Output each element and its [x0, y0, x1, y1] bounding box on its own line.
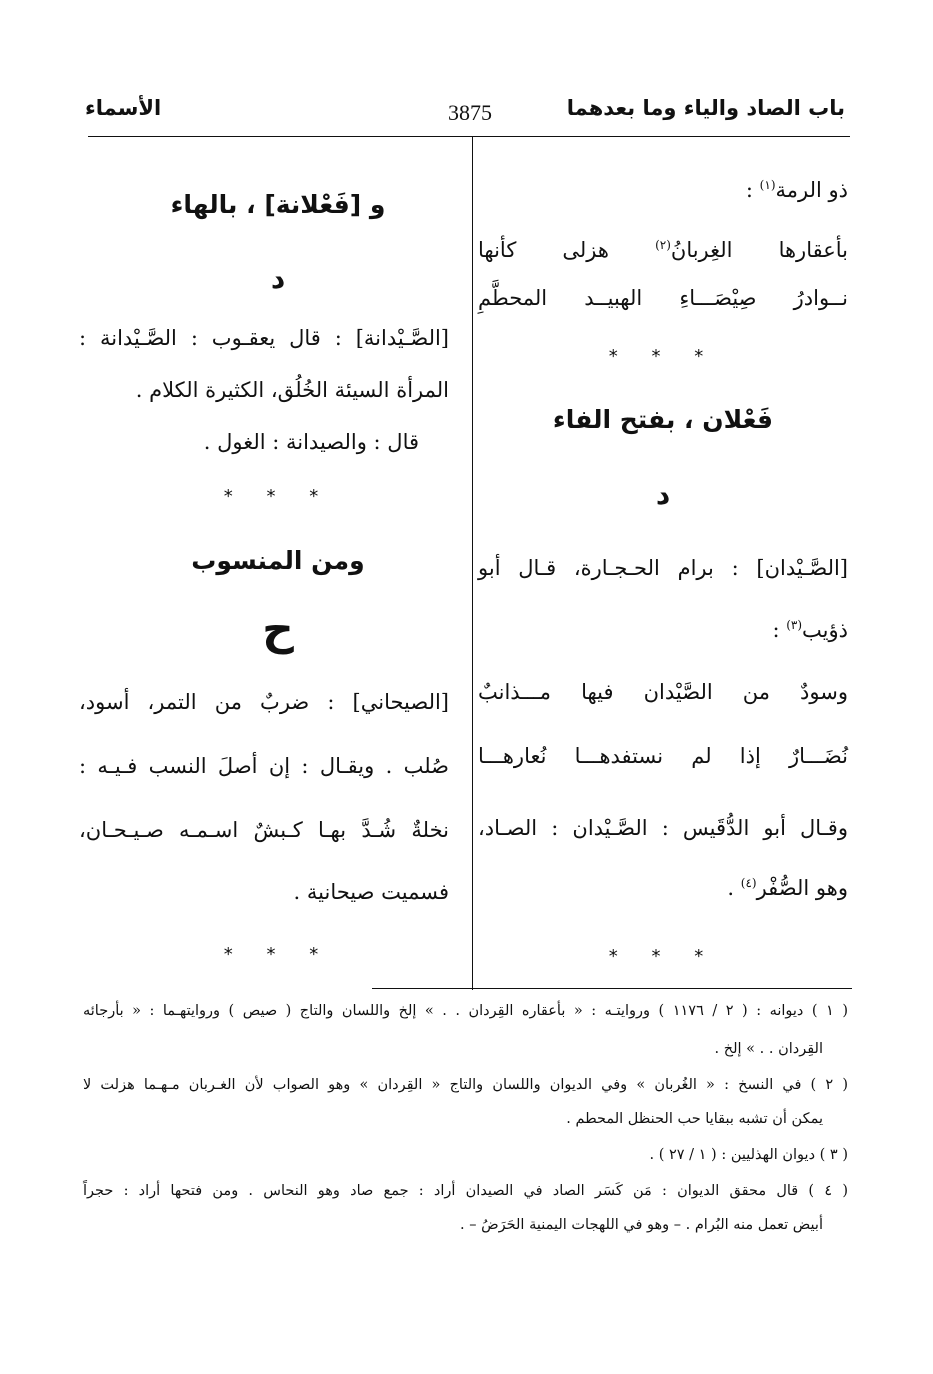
right-entry-line1: [الصَّـيْدان] : برام الحـجـارة، قـال أبو	[478, 556, 848, 580]
footnote-2-line1: ( ٢ ) في النسخ : « الغُربان » وفي الديوان واللسان والتاج « القِردان » وهو الصواب لأن الغـربان مـهـما هزلت لا	[83, 1077, 848, 1093]
column-divider	[472, 137, 473, 990]
left-entry1-line2: المرأة السيئة الخُلُق، الكثيرة الكلام .	[135, 378, 449, 402]
left-letter1: د	[270, 262, 286, 295]
right-entry-line3: وقـال أبو الدُّقَيس : الصَّـيْدان : الصـاد،	[478, 816, 848, 840]
right-verse1-second: نــوادرُ صِيْصَـــاءِ الهبيــد المحطَّمِ	[478, 286, 848, 310]
page-number: 3875	[448, 100, 492, 125]
running-head-section: الأسماء	[85, 96, 162, 120]
left-entry1-line3: قال : والصيدانة : الغول .	[203, 430, 419, 454]
right-heading: فَعْلان ، بفتح الفاء	[552, 405, 774, 434]
right-stars-end: * * *	[608, 946, 718, 967]
footnote-1-line2: القِردان . . » إلخ .	[714, 1041, 823, 1057]
left-entry2-line1: [الصيحاني] : ضربٌ من التمر، أسود،	[79, 690, 449, 714]
right-entry-line4: وهو الصُّفْر$^{(٤)}$ .	[727, 876, 848, 900]
left-entry1-line1: [الصَّـيْدانة] : قال يعقـوب : الصَّـيْدانة :	[79, 326, 449, 350]
right-entry-line2: ذؤيب$^{(٣)}$ :	[772, 618, 848, 642]
left-stars-end: * * *	[223, 944, 333, 965]
left-heading2: ومن المنسوب	[191, 546, 365, 575]
footnote-4-line1: ( ٤ ) قال محقق الديوان : مَن كَسَر الصاد في الصيدان أراد : جمع صاد وهو النحاس . ومن فتحها أراد : حجراً	[83, 1183, 848, 1199]
footnote-2-line2: يمكن أن تشبه ببقايا حب الحنظل المحطم .	[566, 1111, 823, 1127]
right-stars-separator: * * *	[608, 346, 718, 367]
right-letter: د	[655, 478, 671, 511]
footnote-4-line2: أبيض تعمل منه البُرام . – وهو في اللهجات اليمنية الحَرَضُ – .	[460, 1217, 823, 1233]
right-verse1-first: بأعقارها الغِربانُ$^{(٢)}$ هزلى كأنها	[478, 238, 848, 262]
left-entry2-line4: فسميت صيحانية .	[293, 880, 449, 904]
running-head-chapter: باب الصاد والياء وما بعدهما	[566, 96, 845, 120]
header-rule	[88, 136, 850, 137]
left-entry2-line3: نخلةٌ شُـدَّ بهـا كـبشٌ اسـمـه صـيـحـان،	[79, 818, 449, 842]
footnote-3: ( ٣ ) ديوان الهذليين : ( ١ / ٢٧ ) .	[649, 1147, 848, 1163]
left-stars-separator: * * *	[223, 486, 333, 507]
right-verse2-first: وسودٌ من الصَّيْدان فيها مـــذانبٌ	[478, 680, 848, 704]
right-intro: ذو الرمة$^{(١)}$ :	[745, 178, 848, 202]
left-entry2-line2: صُلب . ويقـال : إن أصلَ النسب فـيـه :	[79, 754, 449, 778]
footnote-1-line1: ( ١ ) ديوانه : ( ٢ / ١١٧٦ ) وروايتـه : « بأعقاره القِردان . . » إلخ واللسان والتاج ( صيص ) وروايتهـما : « بأرجائه	[83, 1003, 848, 1019]
left-letter2: ح	[262, 604, 294, 655]
footnote-rule	[372, 988, 852, 989]
left-heading1: و [فَعْلانة] ، بالهاء	[170, 190, 386, 219]
right-verse2-second: نُضَـــارٌ إذا لم نستفدهـــا نُعارهـــا	[478, 744, 848, 768]
